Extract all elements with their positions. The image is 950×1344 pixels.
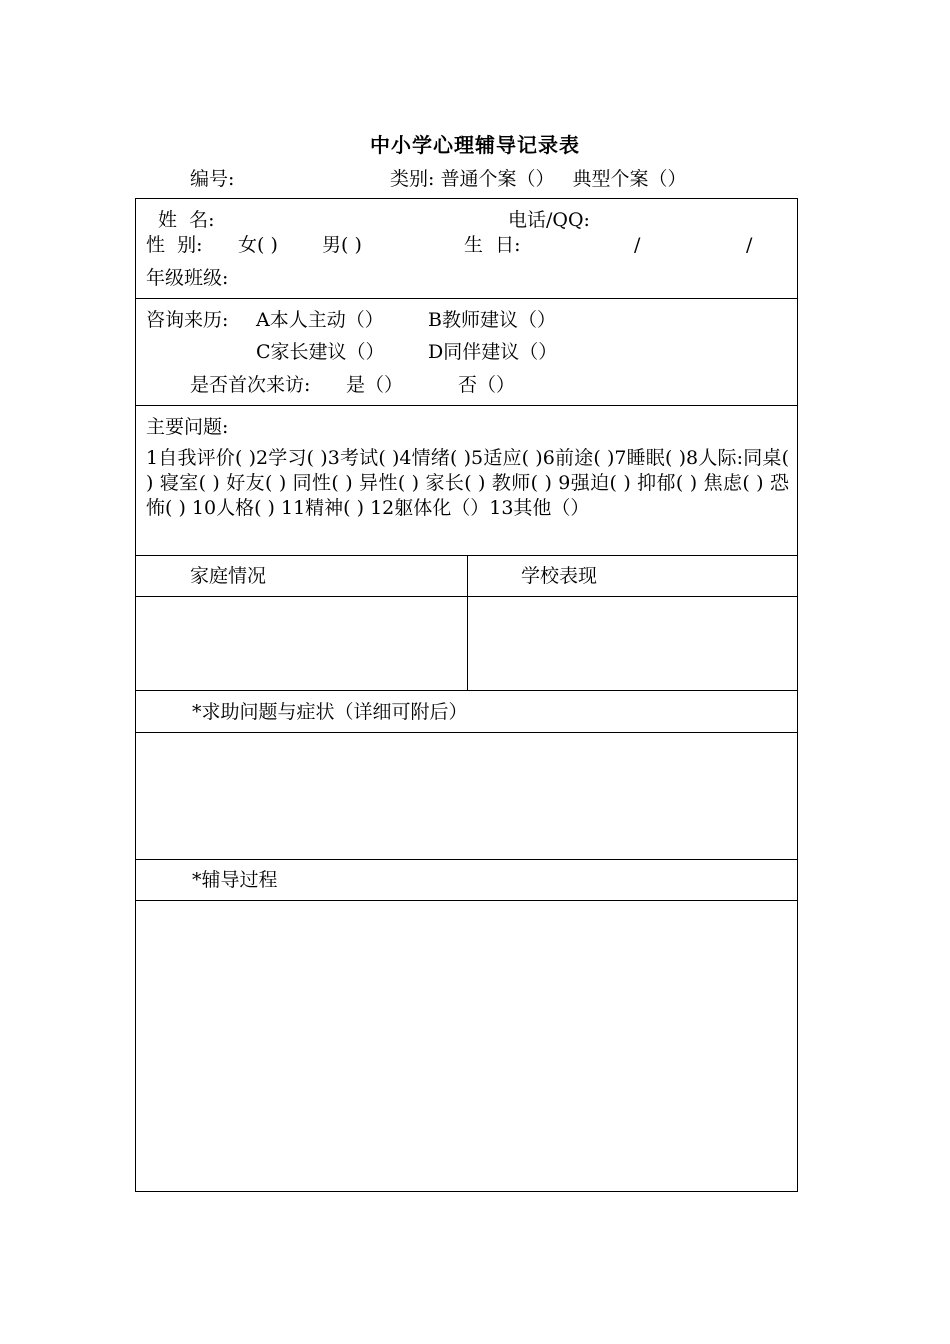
- source-option-d[interactable]: D同伴建议（）: [428, 341, 558, 363]
- record-number-label: 编号:: [190, 168, 235, 190]
- help-seeking-label: *求助问题与症状（详细可附后）: [192, 701, 468, 723]
- column-divider: [467, 556, 468, 691]
- gender-male-option[interactable]: 男( ): [322, 234, 362, 256]
- source-option-a[interactable]: A本人主动（）: [256, 309, 384, 331]
- main-problems-options[interactable]: 1自我评价( )2学习( )3考试( )4情绪( )5适应( )6前途( )7睡眠( )8人际:同桌( ) 寝室( ) 好友( ) 同性( ) 异性( ) 家长( ) 教师( ) 9强迫( ) 抑郁( ) 焦虑( ) 恐怖( ) 10人格( ) 11精神( ) 12躯体化（）13其他（）: [146, 447, 789, 519]
- gender-female-option[interactable]: 女( ): [238, 234, 278, 256]
- family-situation-label: 家庭情况: [190, 565, 267, 587]
- gender-label: 性 别:: [146, 234, 203, 256]
- first-visit-yes[interactable]: 是（）: [346, 374, 404, 396]
- grade-class-label: 年级班级:: [146, 267, 229, 289]
- record-form: [135, 198, 798, 1192]
- name-label: 姓 名:: [158, 209, 215, 231]
- main-problems-label: 主要问题:: [146, 416, 229, 438]
- consultation-source-section: [136, 299, 797, 406]
- birthday-label: 生 日:: [464, 234, 521, 256]
- counseling-process-header: [136, 860, 797, 901]
- phone-label: 电话/QQ:: [508, 209, 590, 231]
- case-category: 类别: 普通个案（） 典型个案（）: [390, 168, 687, 190]
- counseling-process-label: *辅导过程: [192, 869, 278, 891]
- help-seeking-header: [136, 691, 797, 733]
- birthday-separator: /: [746, 234, 753, 256]
- first-visit-label: 是否首次来访:: [190, 374, 311, 396]
- first-visit-no[interactable]: 否（）: [458, 374, 516, 396]
- basic-info-section: [136, 199, 797, 299]
- source-option-c[interactable]: C家长建议（）: [256, 341, 385, 363]
- birthday-separator: /: [634, 234, 641, 256]
- counseling-process-content[interactable]: [136, 901, 797, 1191]
- main-problems-section: [136, 406, 797, 556]
- source-label: 咨询来历:: [146, 309, 229, 331]
- page-title: 中小学心理辅导记录表: [370, 133, 580, 157]
- source-option-b[interactable]: B教师建议（）: [428, 309, 556, 331]
- help-seeking-content[interactable]: [136, 733, 797, 860]
- school-performance-label: 学校表现: [521, 565, 598, 587]
